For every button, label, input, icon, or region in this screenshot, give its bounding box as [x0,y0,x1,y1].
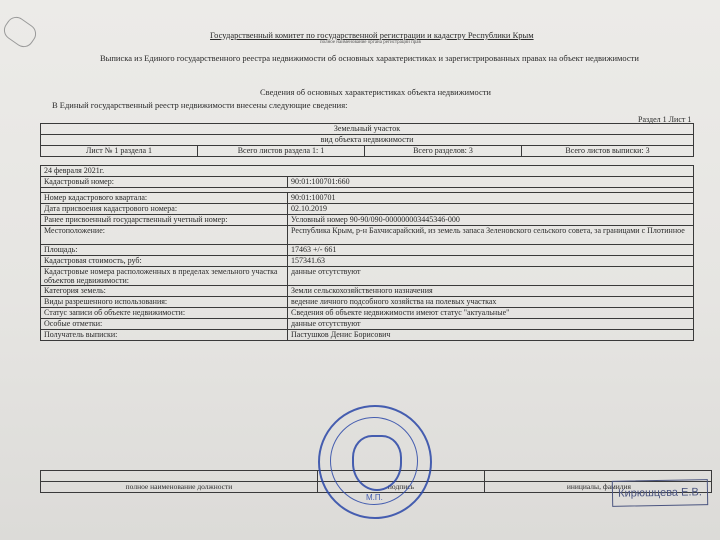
object-header-table [40,123,694,157]
table-row [41,204,694,215]
object-type: Земельный участок [41,124,694,135]
row-label: Площадь: [41,245,288,256]
table-row [41,177,694,188]
row-value: Земли сельскохозяйственного назначения [288,286,694,297]
sheets-in-section: Всего листов раздела 1: 1 [198,146,365,157]
table-row [41,330,694,341]
object-type-caption: вид объекта недвижимости [41,135,694,146]
row-label: Ранее присвоенный государственный учетный номер: [41,215,288,226]
row-label: Получатель выписки: [41,330,288,341]
table-row [41,297,694,308]
table-row [41,308,694,319]
row-value: 02.10.2019 [288,204,694,215]
table-row [41,215,694,226]
row-label: Номер кадастрового квартала: [41,193,288,204]
position-cell [41,471,318,482]
row-value: данные отсутствуют [288,319,694,330]
row-label: Кадастровая стоимость, руб: [41,256,288,267]
section-title: Сведения об основных характеристиках объекта недвижимости [260,87,491,97]
table-row [41,286,694,297]
row-label: Особые отметки: [41,319,288,330]
table-row [41,256,694,267]
row-label: Виды разрешенного использования: [41,297,288,308]
registrar-caption: полное наименование органа регистрации прав [320,40,421,45]
signer-name-stamp: Кирюшцева Е.В. [612,479,708,507]
sheets-total: Всего листов выписки: 3 [522,146,694,157]
row-value: 90:01:100701:660 [288,177,694,188]
official-seal-stamp [318,405,432,519]
sections-total: Всего разделов: 3 [365,146,522,157]
row-value: Условный номер 90-90/090-000000003445346-000 [288,215,694,226]
table-row [41,226,694,245]
extract-date: 24 февраля 2021г. [41,166,694,177]
coat-of-arms-icon [352,435,402,491]
row-value: 17463 +/- 661 [288,245,694,256]
signature-caption: подпись [318,482,485,493]
registrar-name: Государственный комитет по государственной регистрации и кадастру Республики Крым [210,30,534,40]
section-intro: В Единый государственный реестр недвижимости внесены следующие сведения: [52,100,348,110]
table-row [41,319,694,330]
paperclip-icon [0,13,40,51]
row-label: Дата присвоения кадастрового номера: [41,204,288,215]
row-value: данные отсутствуют [288,267,694,286]
stamp-mark: М.П. [366,493,383,502]
sheet-number: Лист № 1 раздела 1 [41,146,198,157]
row-value: Сведения об объекте недвижимости имеют статус "актуальные" [288,308,694,319]
row-label: Кадастровый номер: [41,177,288,188]
row-label: Категория земель: [41,286,288,297]
table-row [41,193,694,204]
row-label: Местоположение: [41,226,288,245]
row-value: ведение личного подсобного хозяйства на полевых участках [288,297,694,308]
extract-title: Выписка из Единого государственного реестра недвижимости об основных характеристиках и зарегистрированных правах на объект недвижимости [100,53,639,63]
row-value: 157341.63 [288,256,694,267]
characteristics-table [40,165,694,341]
table-row [41,245,694,256]
row-value: Республика Крым, р-н Бахчисарайский, из земель запаса Зеленовского сельского совета, за границами с Плотинное [288,226,694,245]
position-caption: полное наименование должности [41,482,318,493]
initials-caption: инициалы, фамилия [485,482,712,493]
table-row [41,267,694,286]
page-reference: Раздел 1 Лист 1 [638,115,692,124]
row-label: Кадастровые номера расположенных в пределах земельного участка объектов недвижимости: [41,267,288,286]
row-value: 90:01:100701 [288,193,694,204]
row-value: Пастушков Денис Борисович [288,330,694,341]
row-label: Статус записи об объекте недвижимости: [41,308,288,319]
